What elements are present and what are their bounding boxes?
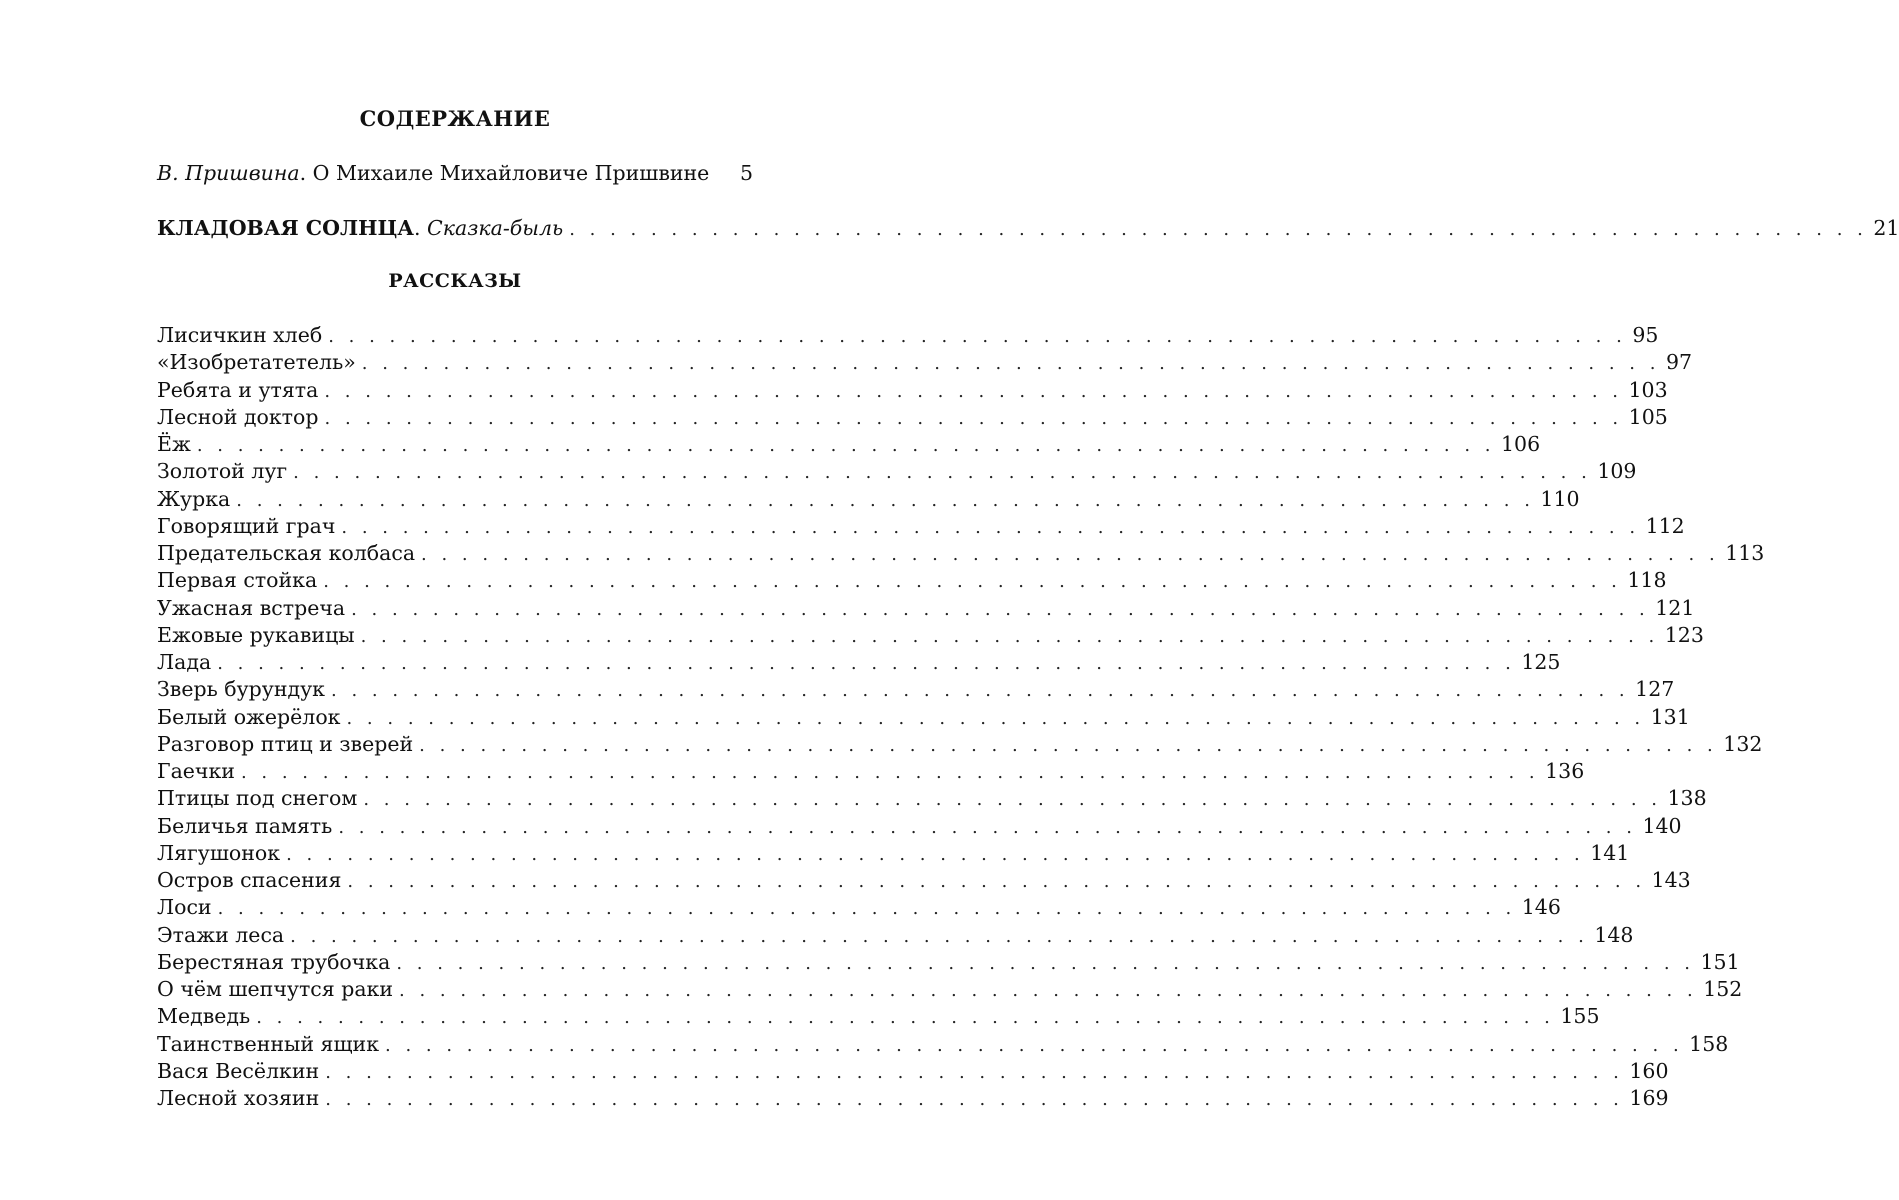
- stories-list: [157, 322, 1765, 1112]
- toc-entry: [157, 567, 1667, 594]
- page-title: СОДЕРЖАНИЕ: [359, 106, 551, 131]
- page-number: 103: [1628, 377, 1668, 402]
- toc-entry-title: Медведь: [157, 1004, 251, 1029]
- toc-entry-title: Лоси: [157, 895, 212, 920]
- toc-entry-title: Берестяная трубочка: [157, 949, 391, 974]
- toc-entry-title: Ребята и утята: [157, 377, 319, 402]
- section-title: РАССКАЗЫ: [388, 270, 522, 292]
- toc-entry-title: Этажи леса: [157, 922, 285, 947]
- dot-leader: . . . . . . . . . . . . . . . . . . . . . . . . . . . . . . . . . . . . . . . . . . . . . . . . . . . . . . . . . . . . . . . .: [399, 980, 1698, 1001]
- page-number: 105: [1628, 404, 1668, 429]
- toc-entry: [157, 813, 1682, 840]
- page-number: 141: [1590, 840, 1630, 865]
- dot-leader: . . . . . . . . . . . . . . . . . . . . . . . . . . . . . . . . . . . . . . . . . . . . . . . . . . . . . . . . . . . . . . . .: [325, 1089, 1624, 1110]
- dot-leader: . . . . . . . . . . . . . . . . . . . . . . . . . . . . . . . . . . . . . . . . . . . . . . . . . . . . . . . . . . . . . . . .: [396, 952, 1695, 974]
- toc-entry-title: Разговор птиц и зверей: [157, 731, 414, 756]
- toc-entry-title: Ёж: [157, 432, 191, 456]
- toc-entry: [157, 349, 1693, 376]
- toc-entry-title: Лесной доктор: [157, 404, 319, 429]
- author-name: В. Пришвина: [157, 161, 300, 185]
- toc-entry: [157, 894, 1561, 921]
- page-number: 109: [1597, 459, 1637, 484]
- dot-leader: . . . . . . . . . . . . . . . . . . . . . . . . . . . . . . . . . . . . . . . . . . . . . . . . . . . . . . . . . . . . . . . .: [256, 1007, 1555, 1029]
- dot-leader: . . . . . . . . . . . . . . . . . . . . . . . . . . . . . . . . . . . . . . . . . . . . . . . . . . . . . . . . . . . . . . . .: [286, 843, 1585, 865]
- page-number: 106: [1500, 432, 1541, 456]
- toc-entry: [157, 867, 1691, 894]
- toc-entry: [157, 513, 1685, 540]
- intro-text: . О Михаиле Михайловиче Пришвине: [299, 161, 710, 185]
- dot-leader: . . . . . . . . . . . . . . . . . . . . . . . . . . . . . . . . . . . . . . . . . . . . . . . . . . . . . . . . . . . . . . . .: [338, 816, 1637, 838]
- dot-leader: . . . . . . . . . . . . . . . . . . . . . . . . . . . . . . . . . . . . . . . . . . . . . . . . . . . . . . . . . . . . . . . .: [323, 571, 1622, 593]
- dot-leader: . . . . . . . . . . . . . . . . . . . . . . . . . . . . . . . . . . . . . . . . . . . . . . . . . . . . . . . . . . . . . . . .: [325, 1061, 1624, 1083]
- toc-entry-title: Таинственный ящик: [157, 1031, 380, 1056]
- dot-leader: . . . . . . . . . . . . . . . . . . . . . . . . . . . . . . . . . . . . . . . . . . . . . . . . . . . . . . . . . . . . . . . .: [347, 871, 1646, 892]
- page-number: 136: [1545, 759, 1585, 783]
- toc-entry-title: «Изобретатетель»: [157, 350, 356, 375]
- page-number: 158: [1689, 1031, 1729, 1056]
- toc-entry-title: Белый ожерёлок: [157, 704, 341, 729]
- toc-entry: [157, 731, 1763, 758]
- page-number: 155: [1560, 1004, 1600, 1029]
- dot-leader: . . . . . . . . . . . . . . . . . . . . . . . . . . . . . . . . . . . . . . . . . . . . . . . . . . . . . . . . . . . . . . . .: [419, 734, 1718, 756]
- dot-leader: . . . . . . . . . . . . . . . . . . . . . . . . . . . . . . . . . . . . . . . . . . . . . . . . . . . . . . . . . . . . . . . .: [360, 625, 1659, 647]
- toc-entry: [157, 458, 1637, 485]
- page-number: 127: [1635, 677, 1675, 702]
- toc-entry: [157, 595, 1695, 622]
- page-number: 5: [739, 161, 753, 185]
- toc-entry-title: Лада: [157, 650, 212, 674]
- toc-entry-title: Лисичкин хлеб: [157, 323, 323, 347]
- page-number: 152: [1703, 977, 1743, 1001]
- page-number: 123: [1664, 622, 1704, 647]
- page-number: 113: [1725, 541, 1765, 565]
- toc-entry-title: Золотой луг: [157, 459, 288, 484]
- toc-entry: [157, 676, 1675, 703]
- toc-entry: [157, 1003, 1600, 1030]
- toc-entry-title: [157, 215, 563, 242]
- toc-entry-title: [157, 160, 709, 187]
- toc-entry-title: Вася Весёлкин: [157, 1058, 320, 1083]
- toc-entry-main-work: [157, 215, 1899, 243]
- page-number: 121: [1655, 595, 1695, 620]
- toc-entry: [157, 758, 1585, 785]
- toc-entry: [157, 922, 1634, 949]
- toc-entry: [157, 322, 1659, 349]
- toc-entry: [157, 486, 1580, 513]
- toc-entry: [157, 622, 1704, 649]
- toc-entry-title: Журка: [157, 486, 231, 511]
- dot-leader: . . . . . . . . . . . . . . . . . . . . . . . . . . . . . . . . . . . . . . . . . . . . . . . . . . . . . . . . . . . . . . . .: [217, 898, 1516, 920]
- toc-entry-title: Лягушонок: [157, 840, 281, 865]
- page-number: 140: [1642, 813, 1682, 838]
- page-number: 151: [1700, 949, 1740, 974]
- dot-leader: . . . . . . . . . . . . . . . . . . . . . . . . . . . . . . . . . . . . . . . . . . . . . . . . . . . . . . . . . . . . . . . .: [341, 516, 1640, 538]
- toc-entry: [157, 540, 1765, 567]
- dot-leader: . . . . . . . . . . . . . . . . . . . . . . . . . . . . . . . . . . . . . . . . . . . . . . . . . . . . . . . . . . . . . . . .: [240, 762, 1540, 783]
- page-number: 132: [1723, 731, 1763, 756]
- toc-entry-title: О чём шепчутся раки: [157, 977, 394, 1001]
- toc-entry: [157, 649, 1561, 676]
- toc-entry: [157, 840, 1630, 867]
- toc-entry-title: Беличья память: [157, 813, 333, 838]
- toc-entry: [157, 785, 1707, 812]
- page-number: 131: [1650, 704, 1690, 729]
- dot-leader: . . . . . . . . . . . . . . . . . . . . . . . . . . . . . . . . . . . . . . . . . . . . . . . . . . . . . . . . . . . . . . . .: [328, 326, 1627, 347]
- page-number: 138: [1667, 786, 1707, 811]
- toc-entry: [157, 431, 1541, 458]
- page-number: 21: [1873, 216, 1899, 240]
- toc-entry-title: Предательская колбаса: [157, 541, 416, 565]
- main-work-title: КЛАДОВАЯ СОЛНЦА: [157, 216, 414, 240]
- toc-entry: [157, 1085, 1669, 1112]
- dot-leader: . . . . . . . . . . . . . . . . . . . . . . . . . . . . . . . . . . . . . . . . . . . . . . . . . . . . . . . . . . . . . . . .: [324, 380, 1623, 402]
- toc-entry-title: Зверь бурундук: [157, 677, 325, 702]
- page-number: 125: [1521, 650, 1561, 674]
- toc-entry: [157, 949, 1740, 976]
- dot-leader: . . . . . . . . . . . . . . . . . . . . . . . . . . . . . . . . . . . . . . . . . . . . . . . . . . . . . . . . . . . . . . . .: [361, 353, 1660, 375]
- dot-leader: . . . . . . . . . . . . . . . . . . . . . . . . . . . . . . . . . . . . . . . . . . . . . . . . . . . . . . . . . . . . . . . .: [217, 653, 1516, 674]
- toc-entry-title: Ужасная встреча: [157, 595, 346, 620]
- dot-leader: . . . . . . . . . . . . . . . . . . . . . . . . . . . . . . . . . . . . . . . . . . . . . . . . . . . . . . . . . . . . . . . .: [293, 462, 1592, 484]
- toc-entry-title: Первая стойка: [157, 568, 318, 593]
- toc-entry-title: Остров спасения: [157, 868, 342, 892]
- dot-leader: . . . . . . . . . . . . . . . . . . . . . . . . . . . . . . . . . . . . . . . . . . . . . . . . . . . . . . . . . . . . . . . .: [421, 544, 1720, 565]
- page-number: 95: [1632, 323, 1659, 347]
- dot-leader: . . . . . . . . . . . . . . . . . . . . . . . . . . . . . . . . . . . . . . . . . . . . . . . . . . . . . . . . . . . . . . . .: [569, 219, 1868, 240]
- page-number: 160: [1629, 1058, 1669, 1083]
- dot-leader: . . . . . . . . . . . . . . . . . . . . . . . . . . . . . . . . . . . . . . . . . . . . . . . . . . . . . . . . . . . . . . . .: [363, 789, 1662, 811]
- toc-entry: [157, 1058, 1669, 1085]
- page-number: 118: [1627, 568, 1667, 593]
- toc-entry-title: Птицы под снегом: [157, 786, 358, 811]
- page-number: 110: [1540, 486, 1580, 511]
- dot-leader: . . . . . . . . . . . . . . . . . . . . . . . . . . . . . . . . . . . . . . . . . . . . . . . . . . . . . . . . . . . . . . . .: [236, 489, 1535, 511]
- toc-entry-title: Говорящий грач: [157, 513, 336, 538]
- table-of-contents-page: [157, 0, 1899, 1200]
- toc-entry-title: Гаечки: [157, 759, 235, 783]
- toc-entry-intro: [157, 160, 753, 187]
- main-work-subtitle: Сказка-быль: [427, 216, 564, 240]
- dot-leader: . . . . . . . . . . . . . . . . . . . . . . . . . . . . . . . . . . . . . . . . . . . . . . . . . . . . . . . . . . . . . . . .: [290, 925, 1589, 947]
- page-number: 97: [1665, 350, 1693, 375]
- page-number: 143: [1651, 868, 1691, 892]
- page-number: 146: [1521, 895, 1561, 920]
- page-number: 112: [1645, 513, 1685, 538]
- page-number: 148: [1594, 922, 1634, 947]
- dot-leader: . . . . . . . . . . . . . . . . . . . . . . . . . . . . . . . . . . . . . . . . . . . . . . . . . . . . . . . . . . . . . . . .: [351, 598, 1650, 620]
- toc-entry: [157, 976, 1743, 1003]
- toc-entry: [157, 704, 1690, 731]
- toc-entry: [157, 1031, 1729, 1058]
- dot-leader: . . . . . . . . . . . . . . . . . . . . . . . . . . . . . . . . . . . . . . . . . . . . . . . . . . . . . . . . . . . . . . . .: [346, 707, 1645, 729]
- toc-entry-title: Лесной хозяин: [157, 1086, 320, 1110]
- dot-leader: . . . . . . . . . . . . . . . . . . . . . . . . . . . . . . . . . . . . . . . . . . . . . . . . . . . . . . . . . . . . . . . .: [196, 435, 1495, 456]
- dot-leader: . . . . . . . . . . . . . . . . . . . . . . . . . . . . . . . . . . . . . . . . . . . . . . . . . . . . . . . . . . . . . . . .: [385, 1034, 1684, 1056]
- main-work-separator: .: [413, 216, 421, 240]
- dot-leader: . . . . . . . . . . . . . . . . . . . . . . . . . . . . . . . . . . . . . . . . . . . . . . . . . . . . . . . . . . . . . . . .: [331, 680, 1630, 702]
- toc-entry-title: Ежовые рукавицы: [157, 622, 355, 647]
- toc-entry: [157, 404, 1668, 431]
- toc-entry: [157, 377, 1668, 404]
- dot-leader: . . . . . . . . . . . . . . . . . . . . . . . . . . . . . . . . . . . . . . . . . . . . . . . . . . . . . . . . . . . . . . . .: [324, 407, 1623, 429]
- page-number: 169: [1629, 1086, 1669, 1110]
